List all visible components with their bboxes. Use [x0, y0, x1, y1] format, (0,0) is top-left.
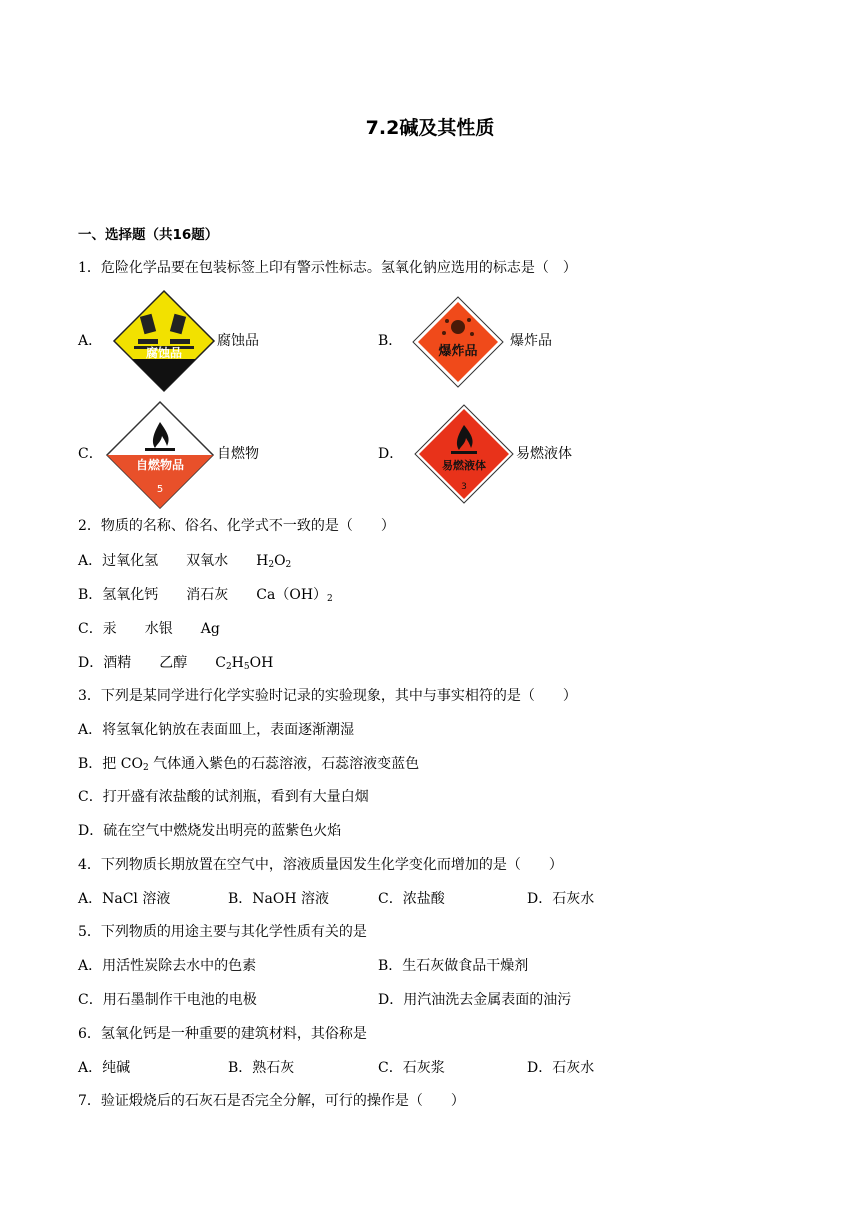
q6-stem: 6．氢氧化钙是一种重要的建筑材料，其俗称是 — [78, 1026, 367, 1042]
explosive-sign-text: 爆炸品 — [438, 344, 478, 359]
q5-stem: 5．下列物质的用途主要与其化学性质有关的是 — [78, 924, 367, 940]
corrosive-sign-text: 腐蚀品 — [145, 346, 183, 360]
q4-option-d: D．石灰水 — [527, 891, 595, 907]
q1-option-c-letter: C． — [78, 446, 103, 462]
q1-option-b-label: 爆炸品 — [510, 333, 552, 349]
q1-option-d-letter: D． — [378, 446, 404, 462]
explosive-sign-icon — [411, 295, 505, 389]
q1-option-a-label: 腐蚀品 — [217, 333, 259, 349]
q4-option-b: B．NaOH 溶液 — [228, 891, 330, 907]
section-heading: 一、选择题（共16题） — [78, 227, 219, 243]
page-title: 7.2碱及其性质 — [365, 117, 495, 139]
q3-option-c: C．打开盛有浓盐酸的试剂瓶，看到有大量白烟 — [78, 789, 369, 805]
q6-option-d: D．石灰水 — [527, 1060, 595, 1076]
q3-stem: 3．下列是某同学进行化学实验时记录的实验现象，其中与事实相符的是（ ） — [78, 688, 577, 704]
q2-option-d: D．酒精 乙醇 $C_2H_5OH$ — [78, 655, 274, 672]
q1-option-c-label: 自燃物 — [217, 446, 259, 462]
q1-option-d-label: 易燃液体 — [516, 446, 572, 462]
q3-option-a: A．将氢氧化钠放在表面皿上，表面逐渐潮湿 — [78, 722, 355, 738]
corrosive-sign-icon — [112, 289, 216, 393]
flammable-liquid-sign-icon — [413, 403, 515, 505]
q2-option-a: A．过氧化氢 双氧水 $H_2O_2$ — [78, 553, 292, 570]
q1-stem: 1．危险化学品要在包装标签上印有警示性标志。氢氧化钠应选用的标志是（ ） — [78, 260, 577, 276]
q5-option-a: A．用活性炭除去水中的色素 — [78, 958, 257, 974]
q6-option-c: C．石灰浆 — [378, 1060, 445, 1076]
q4-option-c: C．浓盐酸 — [378, 891, 445, 907]
q7-stem: 7．验证煅烧后的石灰石是否完全分解，可行的操作是（ ） — [78, 1093, 465, 1109]
q6-option-a: A．纯碱 — [78, 1060, 131, 1076]
q3-option-b: B．把 $CO_2$ 气体通入紫色的石蕊溶液，石蕊溶液变蓝色 — [78, 756, 420, 773]
q2-option-b: B．氢氧化钙 消石灰 $Ca(OH)_2$ — [78, 587, 333, 604]
spontaneous-sign-text: 自燃物品 — [135, 458, 185, 472]
q5-option-b: B．生石灰做食品干燥剂 — [378, 958, 529, 974]
flammable-sign-text: 易燃液体 — [442, 459, 486, 472]
q2-option-c: C．汞 水银 Ag — [78, 621, 220, 637]
flammable-sign-number: 3 — [461, 482, 467, 492]
q4-option-a: A．NaCl 溶液 — [78, 891, 171, 907]
q6-option-b: B．熟石灰 — [228, 1060, 295, 1076]
q1-option-a-letter: A． — [78, 333, 103, 349]
q5-option-d: D．用汽油洗去金属表面的油污 — [378, 992, 572, 1008]
spontaneous-sign-number: 5 — [156, 484, 164, 495]
spontaneous-combustion-sign-icon — [105, 400, 215, 510]
q3-option-d: D．硫在空气中燃烧发出明亮的蓝紫色火焰 — [78, 823, 342, 839]
q2-stem: 2．物质的名称、俗名、化学式不一致的是（ ） — [78, 518, 395, 534]
q4-stem: 4．下列物质长期放置在空气中，溶液质量因发生化学变化而增加的是（ ） — [78, 857, 563, 873]
q1-option-b-letter: B． — [378, 333, 403, 349]
q5-option-c: C．用石墨制作干电池的电极 — [78, 992, 257, 1008]
